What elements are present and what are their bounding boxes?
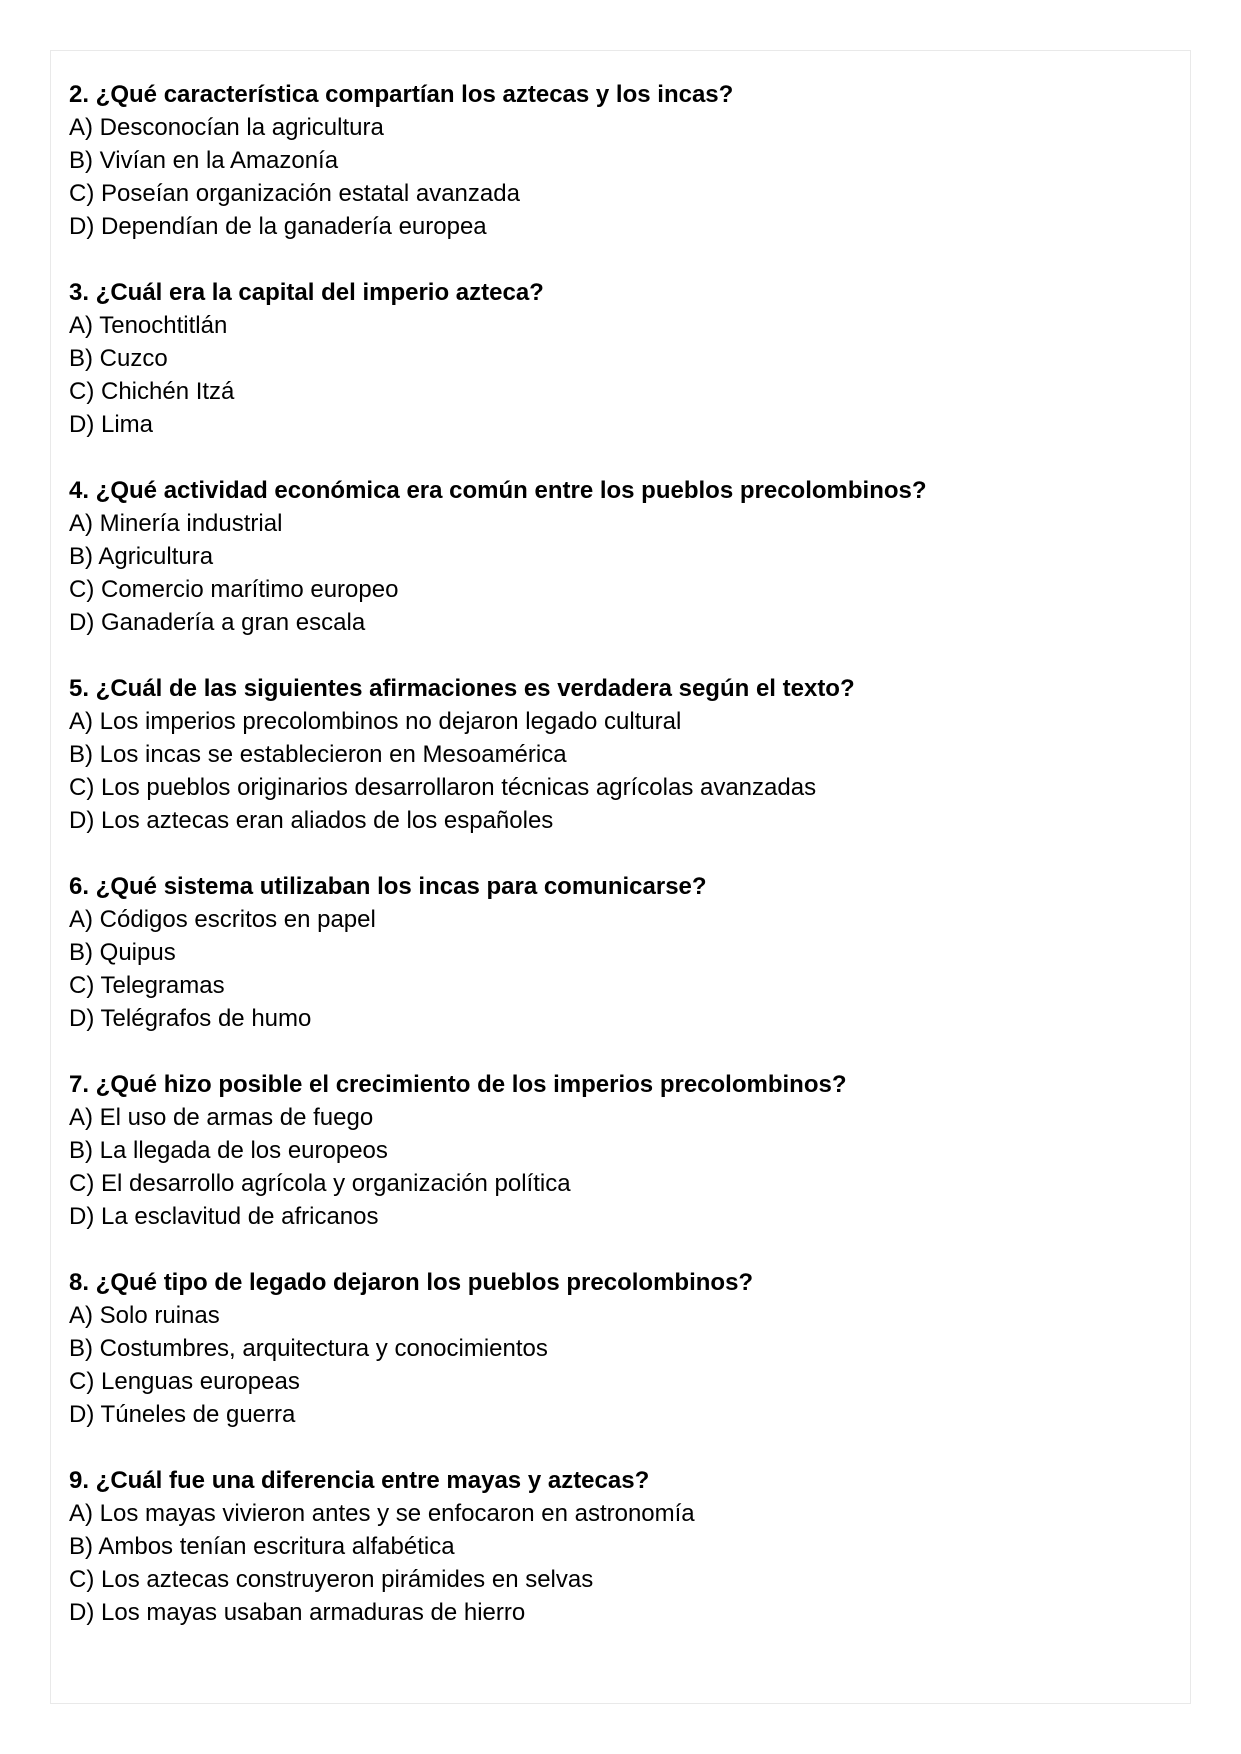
answer-option: D) Dependían de la ganadería europea [69, 213, 487, 240]
answer-option: A) Desconocían la agricultura [69, 114, 384, 141]
answer-option: D) Los mayas usaban armaduras de hierro [69, 1599, 526, 1626]
answer-option: B) Quipus [69, 939, 176, 966]
answer-option: A) Solo ruinas [69, 1302, 220, 1329]
question-title: 8. ¿Qué tipo de legado dejaron los pueblos precolombinos? [69, 1269, 754, 1296]
answer-option: C) Telegramas [69, 972, 225, 999]
question-block [69, 1464, 1170, 1629]
answer-option: C) Los pueblos originarios desarrollaron técnicas agrícolas avanzadas [69, 774, 817, 801]
answer-option: B) Ambos tenían escritura alfabética [69, 1533, 455, 1560]
question-title: 4. ¿Qué actividad económica era común entre los pueblos precolombinos? [69, 477, 927, 504]
answer-option: D) Telégrafos de humo [69, 1005, 312, 1032]
answer-option: C) Poseían organización estatal avanzada [69, 180, 520, 207]
question-block [69, 1068, 1170, 1233]
answer-option: B) Costumbres, arquitectura y conocimientos [69, 1335, 548, 1362]
answer-option: D) Los aztecas eran aliados de los españoles [69, 807, 554, 834]
answer-option: A) El uso de armas de fuego [69, 1104, 374, 1131]
answer-option: A) Códigos escritos en papel [69, 906, 376, 933]
quiz-card [50, 50, 1191, 1704]
question-block [69, 78, 1170, 243]
question-title: 7. ¿Qué hizo posible el crecimiento de los imperios precolombinos? [69, 1071, 847, 1098]
answer-option: A) Tenochtitlán [69, 312, 228, 339]
answer-option: B) Vivían en la Amazonía [69, 147, 339, 174]
question-title: 9. ¿Cuál fue una diferencia entre mayas y aztecas? [69, 1467, 650, 1494]
answer-option: D) Túneles de guerra [69, 1401, 296, 1428]
question-title: 5. ¿Cuál de las siguientes afirmaciones es verdadera según el texto? [69, 675, 855, 702]
answer-option: C) El desarrollo agrícola y organización política [69, 1170, 571, 1197]
answer-option: D) La esclavitud de africanos [69, 1203, 379, 1230]
question-block [69, 672, 1170, 837]
question-block [69, 870, 1170, 1035]
answer-option: B) Agricultura [69, 543, 214, 570]
question-block [69, 474, 1170, 639]
question-title: 3. ¿Cuál era la capital del imperio azteca? [69, 279, 544, 306]
answer-option: A) Los imperios precolombinos no dejaron legado cultural [69, 708, 682, 735]
answer-option: C) Lenguas europeas [69, 1368, 300, 1395]
answer-option: C) Los aztecas construyeron pirámides en selvas [69, 1566, 594, 1593]
answer-option: B) Los incas se establecieron en Mesoamérica [69, 741, 567, 768]
question-title: 6. ¿Qué sistema utilizaban los incas para comunicarse? [69, 873, 707, 900]
question-block [69, 1266, 1170, 1431]
answer-option: C) Comercio marítimo europeo [69, 576, 399, 603]
answer-option: B) Cuzco [69, 345, 168, 372]
question-title: 2. ¿Qué característica compartían los aztecas y los incas? [69, 81, 734, 108]
question-list [69, 78, 1170, 1629]
answer-option: D) Lima [69, 411, 154, 438]
answer-option: B) La llegada de los europeos [69, 1137, 388, 1164]
answer-option: C) Chichén Itzá [69, 378, 235, 405]
answer-option: A) Los mayas vivieron antes y se enfocaron en astronomía [69, 1500, 695, 1527]
question-block [69, 276, 1170, 441]
answer-option: A) Minería industrial [69, 510, 283, 537]
answer-option: D) Ganadería a gran escala [69, 609, 366, 636]
